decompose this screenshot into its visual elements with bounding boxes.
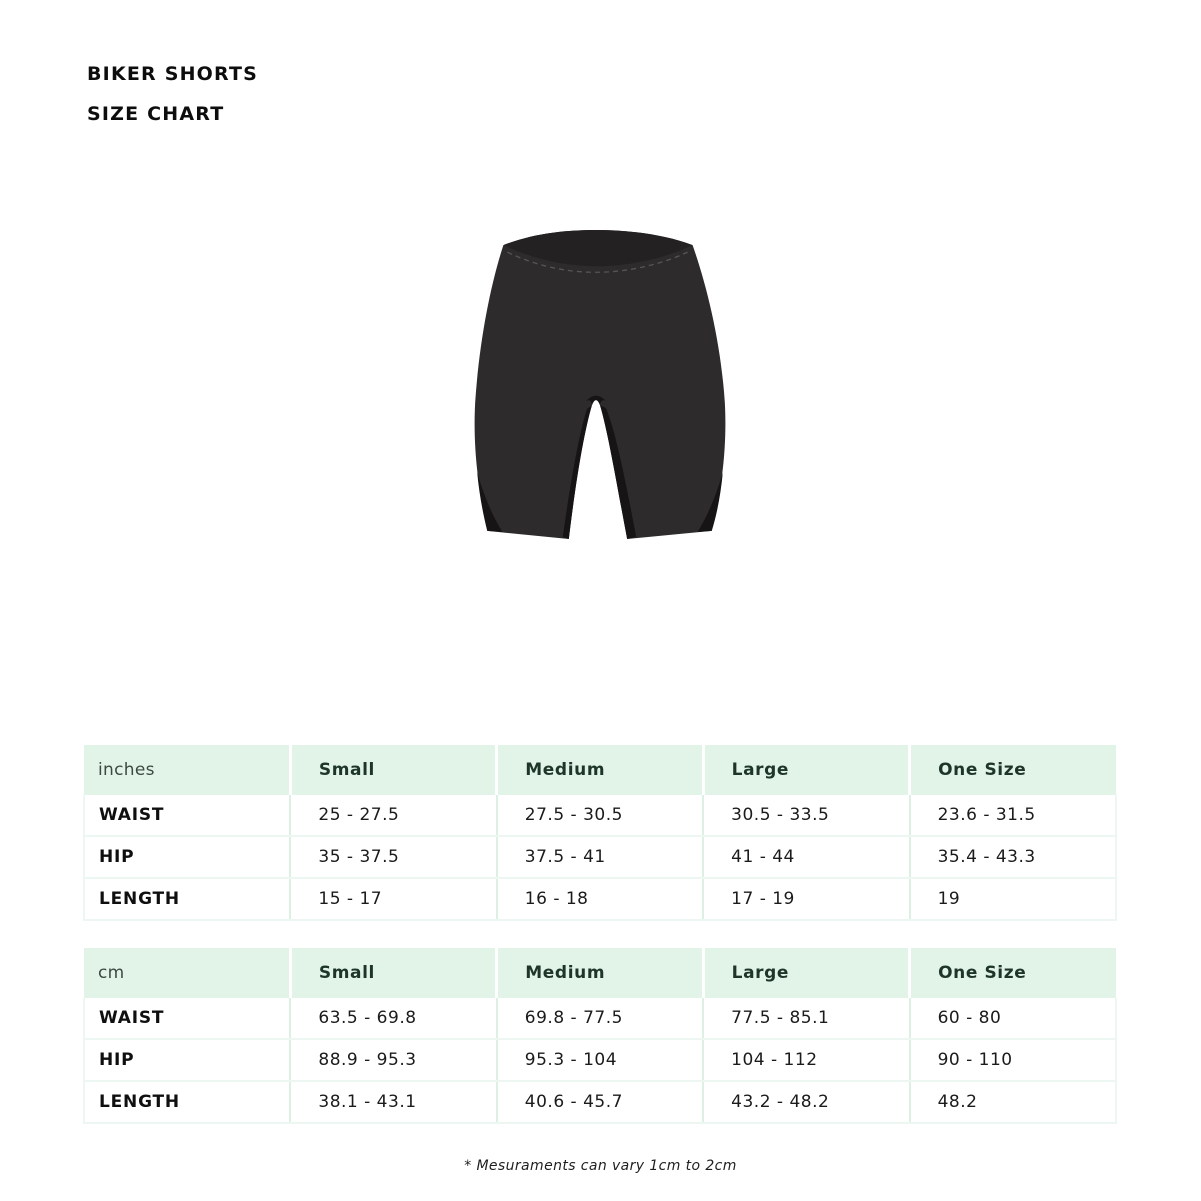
cell-value: 38.1 - 43.1 [290,1081,496,1123]
cell-value: 16 - 18 [497,878,703,920]
column-header-medium: Medium [497,745,703,795]
cell-value: 25 - 27.5 [290,795,496,836]
size-table-inches [83,745,1117,921]
header-row-inches [84,745,1116,795]
row-label-waist: WAIST [84,795,290,836]
column-header-small: Small [290,745,496,795]
cell-value: 48.2 [910,1081,1116,1123]
table-row-hip [84,836,1116,878]
measurement-disclaimer: * Mesuraments can vary 1cm to 2cm [464,1158,737,1174]
shorts-body-shape [475,230,726,539]
column-header-one-size: One Size [910,745,1116,795]
cell-value: 104 - 112 [703,1039,909,1081]
unit-label-inches: inches [84,745,290,795]
row-label-waist: WAIST [84,998,290,1039]
unit-label-cm: cm [84,948,290,998]
table-row-waist [84,998,1116,1039]
table-row-length [84,878,1116,920]
row-label-hip: HIP [84,1039,290,1081]
table-row-waist [84,795,1116,836]
table-row-hip [84,1039,1116,1081]
cell-value: 63.5 - 69.8 [290,998,496,1039]
cell-value: 27.5 - 30.5 [497,795,703,836]
column-header-large: Large [703,745,909,795]
cell-value: 37.5 - 41 [497,836,703,878]
table-row-length [84,1081,1116,1123]
cell-value: 40.6 - 45.7 [497,1081,703,1123]
cell-value: 35 - 37.5 [290,836,496,878]
page-subtitle: SIZE CHART [87,103,225,125]
header-row-cm [84,948,1116,998]
row-label-hip: HIP [84,836,290,878]
cell-value: 43.2 - 48.2 [703,1081,909,1123]
cell-value: 69.8 - 77.5 [497,998,703,1039]
size-table-cm [83,948,1117,1124]
cell-value: 95.3 - 104 [497,1039,703,1081]
cell-value: 19 [910,878,1116,920]
column-header-small: Small [290,948,496,998]
cell-value: 60 - 80 [910,998,1116,1039]
cell-value: 88.9 - 95.3 [290,1039,496,1081]
column-header-large: Large [703,948,909,998]
row-label-length: LENGTH [84,1081,290,1123]
cell-value: 17 - 19 [703,878,909,920]
row-label-length: LENGTH [84,878,290,920]
cell-value: 41 - 44 [703,836,909,878]
biker-shorts-illustration [474,229,726,541]
cell-value: 35.4 - 43.3 [910,836,1116,878]
column-header-medium: Medium [497,948,703,998]
cell-value: 90 - 110 [910,1039,1116,1081]
cell-value: 77.5 - 85.1 [703,998,909,1039]
cell-value: 30.5 - 33.5 [703,795,909,836]
page-header [87,64,258,144]
column-header-one-size: One Size [910,948,1116,998]
page-title: BIKER SHORTS [87,63,259,85]
cell-value: 15 - 17 [290,878,496,920]
cell-value: 23.6 - 31.5 [910,795,1116,836]
